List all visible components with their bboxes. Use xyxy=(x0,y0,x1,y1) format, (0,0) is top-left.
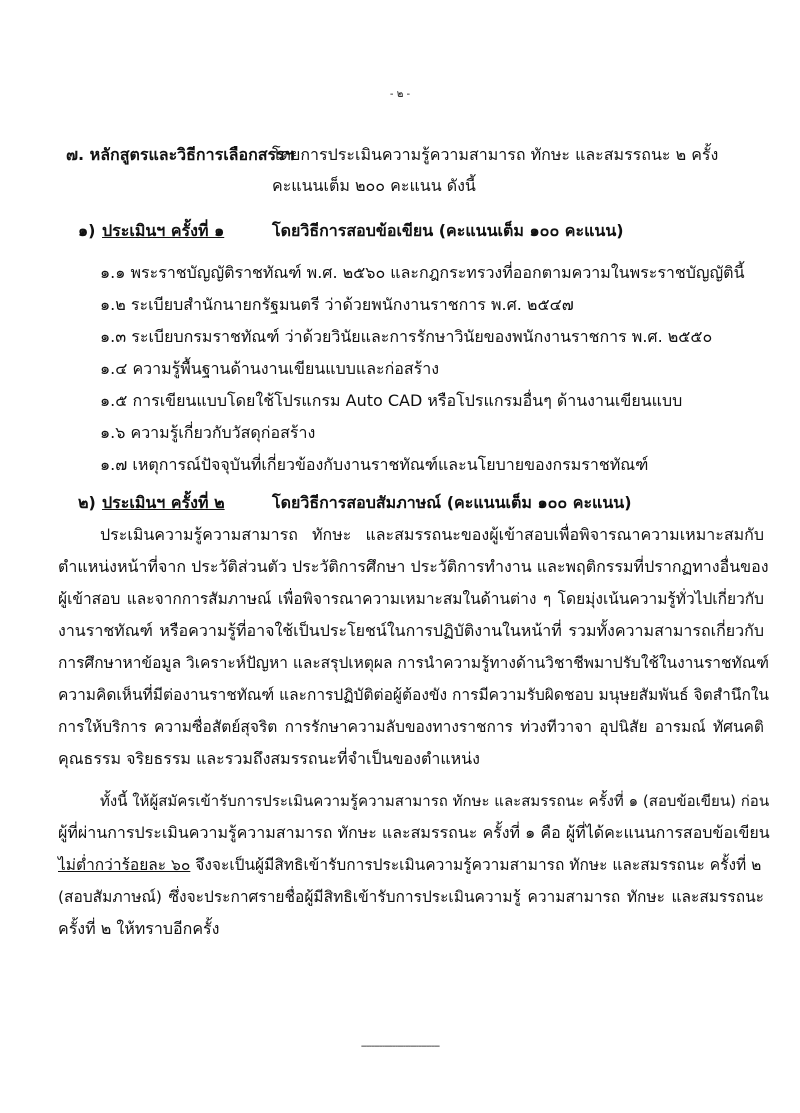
round-1-number: ๑) xyxy=(78,221,96,240)
round-2-paragraph-line: การศึกษาหาข้อมูล วิเคราะห์ปัญหา และสรุปเหตุผล การนำความรู้ทางด้านวิชาชีพมาปรับใช้ในงานราชทัณฑ์ xyxy=(58,654,769,672)
round-1-method: โดยวิธีการสอบข้อเขียน (คะแนนเต็ม ๑๐๐ คะแนน) xyxy=(272,221,624,240)
round-2-paragraph-line: งานราชทัณฑ์ หรือความรู้ที่อาจใช้เป็นประโยชน์ในการปฏิบัติงานในหน้าที่ รวมทั้งความสามารถเกี่ยวกับ xyxy=(58,621,764,640)
round-1-item: ๑.๓ ระเบียบกรมราชทัณฑ์ ว่าด้วยวินัยและการรักษาวินัยของพนักงานราชการ พ.ศ. ๒๕๕๐ xyxy=(100,327,713,346)
closing-paragraph-line: ทั้งนี้ ให้ผู้สมัครเข้ารับการประเมินความรู้ความสามารถ ทักษะ และสมรรถนะ ครั้งที่ ๑ (สอบข้อเขียน) ก่อน xyxy=(100,792,770,810)
round-1-item: ๑.๔ ความรู้พื้นฐานด้านงานเขียนแบบและก่อสร้าง xyxy=(100,359,440,378)
closing-paragraph-line xyxy=(58,854,764,876)
section-7-description-line-1: โดยการประเมินความรู้ความสามารถ ทักษะ และสมรรถนะ ๒ ครั้ง xyxy=(272,145,719,164)
closing-paragraph-line: (สอบสัมภาษณ์) ซึ่งจะประกาศรายชื่อผู้มีสิทธิเข้ารับการประเมินความรู้ ความสามารถ ทักษะ และสมรรถนะ xyxy=(58,888,764,906)
round-1-item: ๑.๕ การเขียนแบบโดยใช้โปรแกรม Auto CAD หรือโปรแกรมอื่นๆ ด้านงานเขียนแบบ xyxy=(100,391,683,410)
page-number: - ๒ - xyxy=(389,89,411,100)
section-7-description-line-2: คะแนนเต็ม ๒๐๐ คะแนน ดังนี้ xyxy=(272,176,476,195)
round-1-item: ๑.๑ พระราชบัญญัติราชทัณฑ์ พ.ศ. ๒๕๖๐ และกฎกระทรวงที่ออกตามความในพระราชบัญญัตินี้ xyxy=(100,263,745,282)
footer-divider: ------------------------------ xyxy=(360,1041,440,1052)
round-2-paragraph-line: ประเมินความรู้ความสามารถ ทักษะ และสมรรถนะของผู้เข้าสอบเพื่อพิจารณาความเหมาะสมกับ xyxy=(100,525,764,544)
round-2-paragraph-line: ความคิดเห็นที่มีต่องานราชทัณฑ์ และการปฏิบัติต่อผู้ต้องขัง การมีความรับผิดชอบ มนุษยสัมพันธ์ จิตสำนึกใน xyxy=(58,686,770,704)
round-2-number: ๒) xyxy=(78,493,96,512)
round-1-label: ประเมินฯ ครั้งที่ ๑ xyxy=(102,221,225,240)
round-2-method: โดยวิธีการสอบสัมภาษณ์ (คะแนนเต็ม ๑๐๐ คะแนน) xyxy=(272,493,632,512)
round-1-item: ๑.๖ ความรู้เกี่ยวกับวัสดุก่อสร้าง xyxy=(100,423,316,442)
minimum-score-requirement: ไม่ต่ำกว่าร้อยละ ๖๐ xyxy=(58,856,191,874)
closing-paragraph-line-rest: จึงจะเป็นผู้มีสิทธิเข้ารับการประเมินความรู้ความสามารถ ทักษะ และสมรรถนะ ครั้งที่ ๒ xyxy=(190,856,762,874)
round-2-label: ประเมินฯ ครั้งที่ ๒ xyxy=(102,493,225,512)
closing-paragraph-line: ผู้ที่ผ่านการประเมินความรู้ความสามารถ ทักษะ และสมรรถนะ ครั้งที่ ๑ คือ ผู้ที่ได้คะแนนการสอบข้อเขียน xyxy=(58,823,770,842)
section-7-heading: ๗. หลักสูตรและวิธีการเลือกสรรฯ xyxy=(66,145,294,164)
round-2-paragraph-line: ผู้เข้าสอบ และจากการสัมภาษณ์ เพื่อพิจารณาความเหมาะสมในด้านต่าง ๆ โดยมุ่งเน้นความรู้ทั่วไปเกี่ยวกับ xyxy=(58,590,764,608)
round-1-item: ๑.๗ เหตุการณ์ปัจจุบันที่เกี่ยวข้องกับงานราชทัณฑ์และนโยบายของกรมราชทัณฑ์ xyxy=(100,455,649,474)
closing-paragraph-line: ครั้งที่ ๒ ให้ทราบอีกครั้ง xyxy=(58,919,220,938)
round-2-paragraph-line: ตำแหน่งหน้าที่จาก ประวัติส่วนตัว ประวัติการศึกษา ประวัติการทำงาน และพฤติกรรมที่ปรากฏทางอื่นของ xyxy=(58,557,769,576)
round-2-paragraph-line: คุณธรรม จริยธรรม และรวมถึงสมรรถนะที่จำเป็นของตำแหน่ง xyxy=(58,749,480,768)
round-2-paragraph-line: การให้บริการ ความซื่อสัตย์สุจริต การรักษาความลับของทางราชการ ท่วงทีวาจา อุปนิสัย อารมณ์ ทัศนคติ xyxy=(58,718,764,736)
round-1-item: ๑.๒ ระเบียบสำนักนายกรัฐมนตรี ว่าด้วยพนักงานราชการ พ.ศ. ๒๕๔๗ xyxy=(100,295,574,314)
